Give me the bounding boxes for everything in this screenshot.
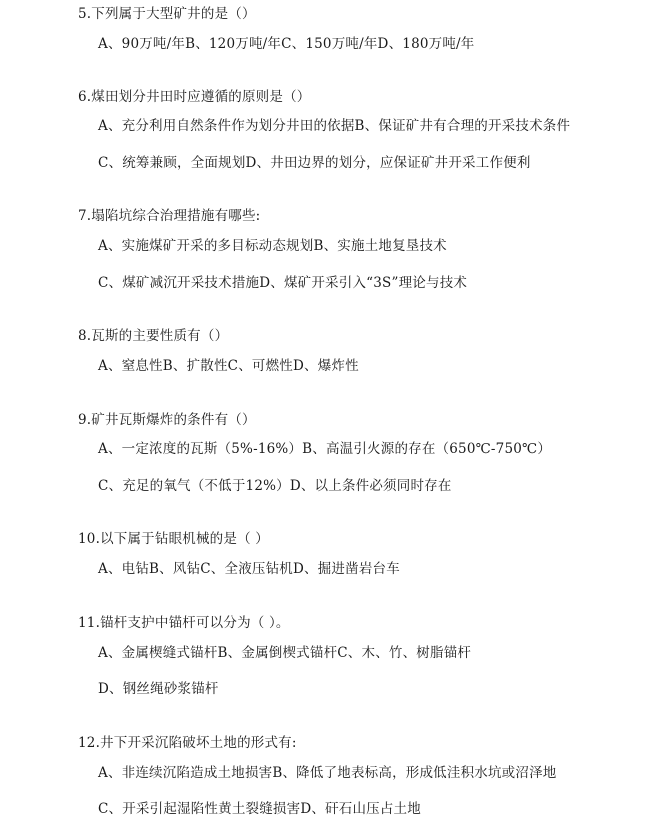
question-8-title: 8.瓦斯的主要性质有（） [78,328,229,344]
question-11-options-line-1: A、金属楔缝式锚杆B、金属倒楔式锚杆C、木、竹、树脂锚杆 [98,645,472,661]
question-9-title: 9.矿井瓦斯爆炸的条件有（） [78,412,256,428]
question-8-options-line-1: A、窒息性B、扩散性C、可燃性D、爆炸性 [98,358,359,374]
question-5-options-line-1: A、90万吨/年B、120万吨/年C、150万吨/年D、180万吨/年 [98,36,475,52]
question-5-title: 5.下列属于大型矿井的是（） [78,6,256,22]
question-11-options-line-2: D、钢丝绳砂浆锚杆 [98,681,219,697]
question-7-options-line-2: C、煤矿减沉开采技术措施D、煤矿开采引入“3S”理论与技术 [98,275,468,291]
question-9-options-line-1: A、一定浓度的瓦斯（5%-16%）B、高温引火源的存在（650℃-750℃） [98,441,552,457]
question-7-title: 7.塌陷坑综合治理措施有哪些: [78,208,261,224]
question-10-title: 10.以下属于钻眼机械的是（ ） [78,531,269,547]
question-7-options-line-1: A、实施煤矿开采的多目标动态规划B、实施土地复垦技术 [98,238,447,254]
question-10-options-line-1: A、电钻B、风钻C、全液压钻机D、掘进凿岩台车 [98,561,400,577]
question-11-title: 11.锚杆支护中锚杆可以分为（ ）。 [78,615,290,631]
question-12-options-line-2: C、开采引起湿陷性黄土裂缝损害D、矸石山压占土地 [98,801,421,817]
question-12-title: 12.井下开采沉陷破坏土地的形式有: [78,735,297,751]
question-9-options-line-2: C、充足的氧气（不低于12%）D、以上条件必须同时存在 [98,478,452,494]
question-6-options-line-1: A、充分利用自然条件作为划分井田的依据B、保证矿井有合理的开采技术条件 [98,118,571,134]
question-6-options-line-2: C、统筹兼顾，全面规划D、井田边界的划分，应保证矿井开采工作便利 [98,155,531,171]
question-12-options-line-1: A、非连续沉陷造成土地损害B、降低了地表标高，形成低洼积水坑或沼泽地 [98,765,557,781]
question-6-title: 6.煤田划分井田时应遵循的原则是（） [78,89,311,105]
